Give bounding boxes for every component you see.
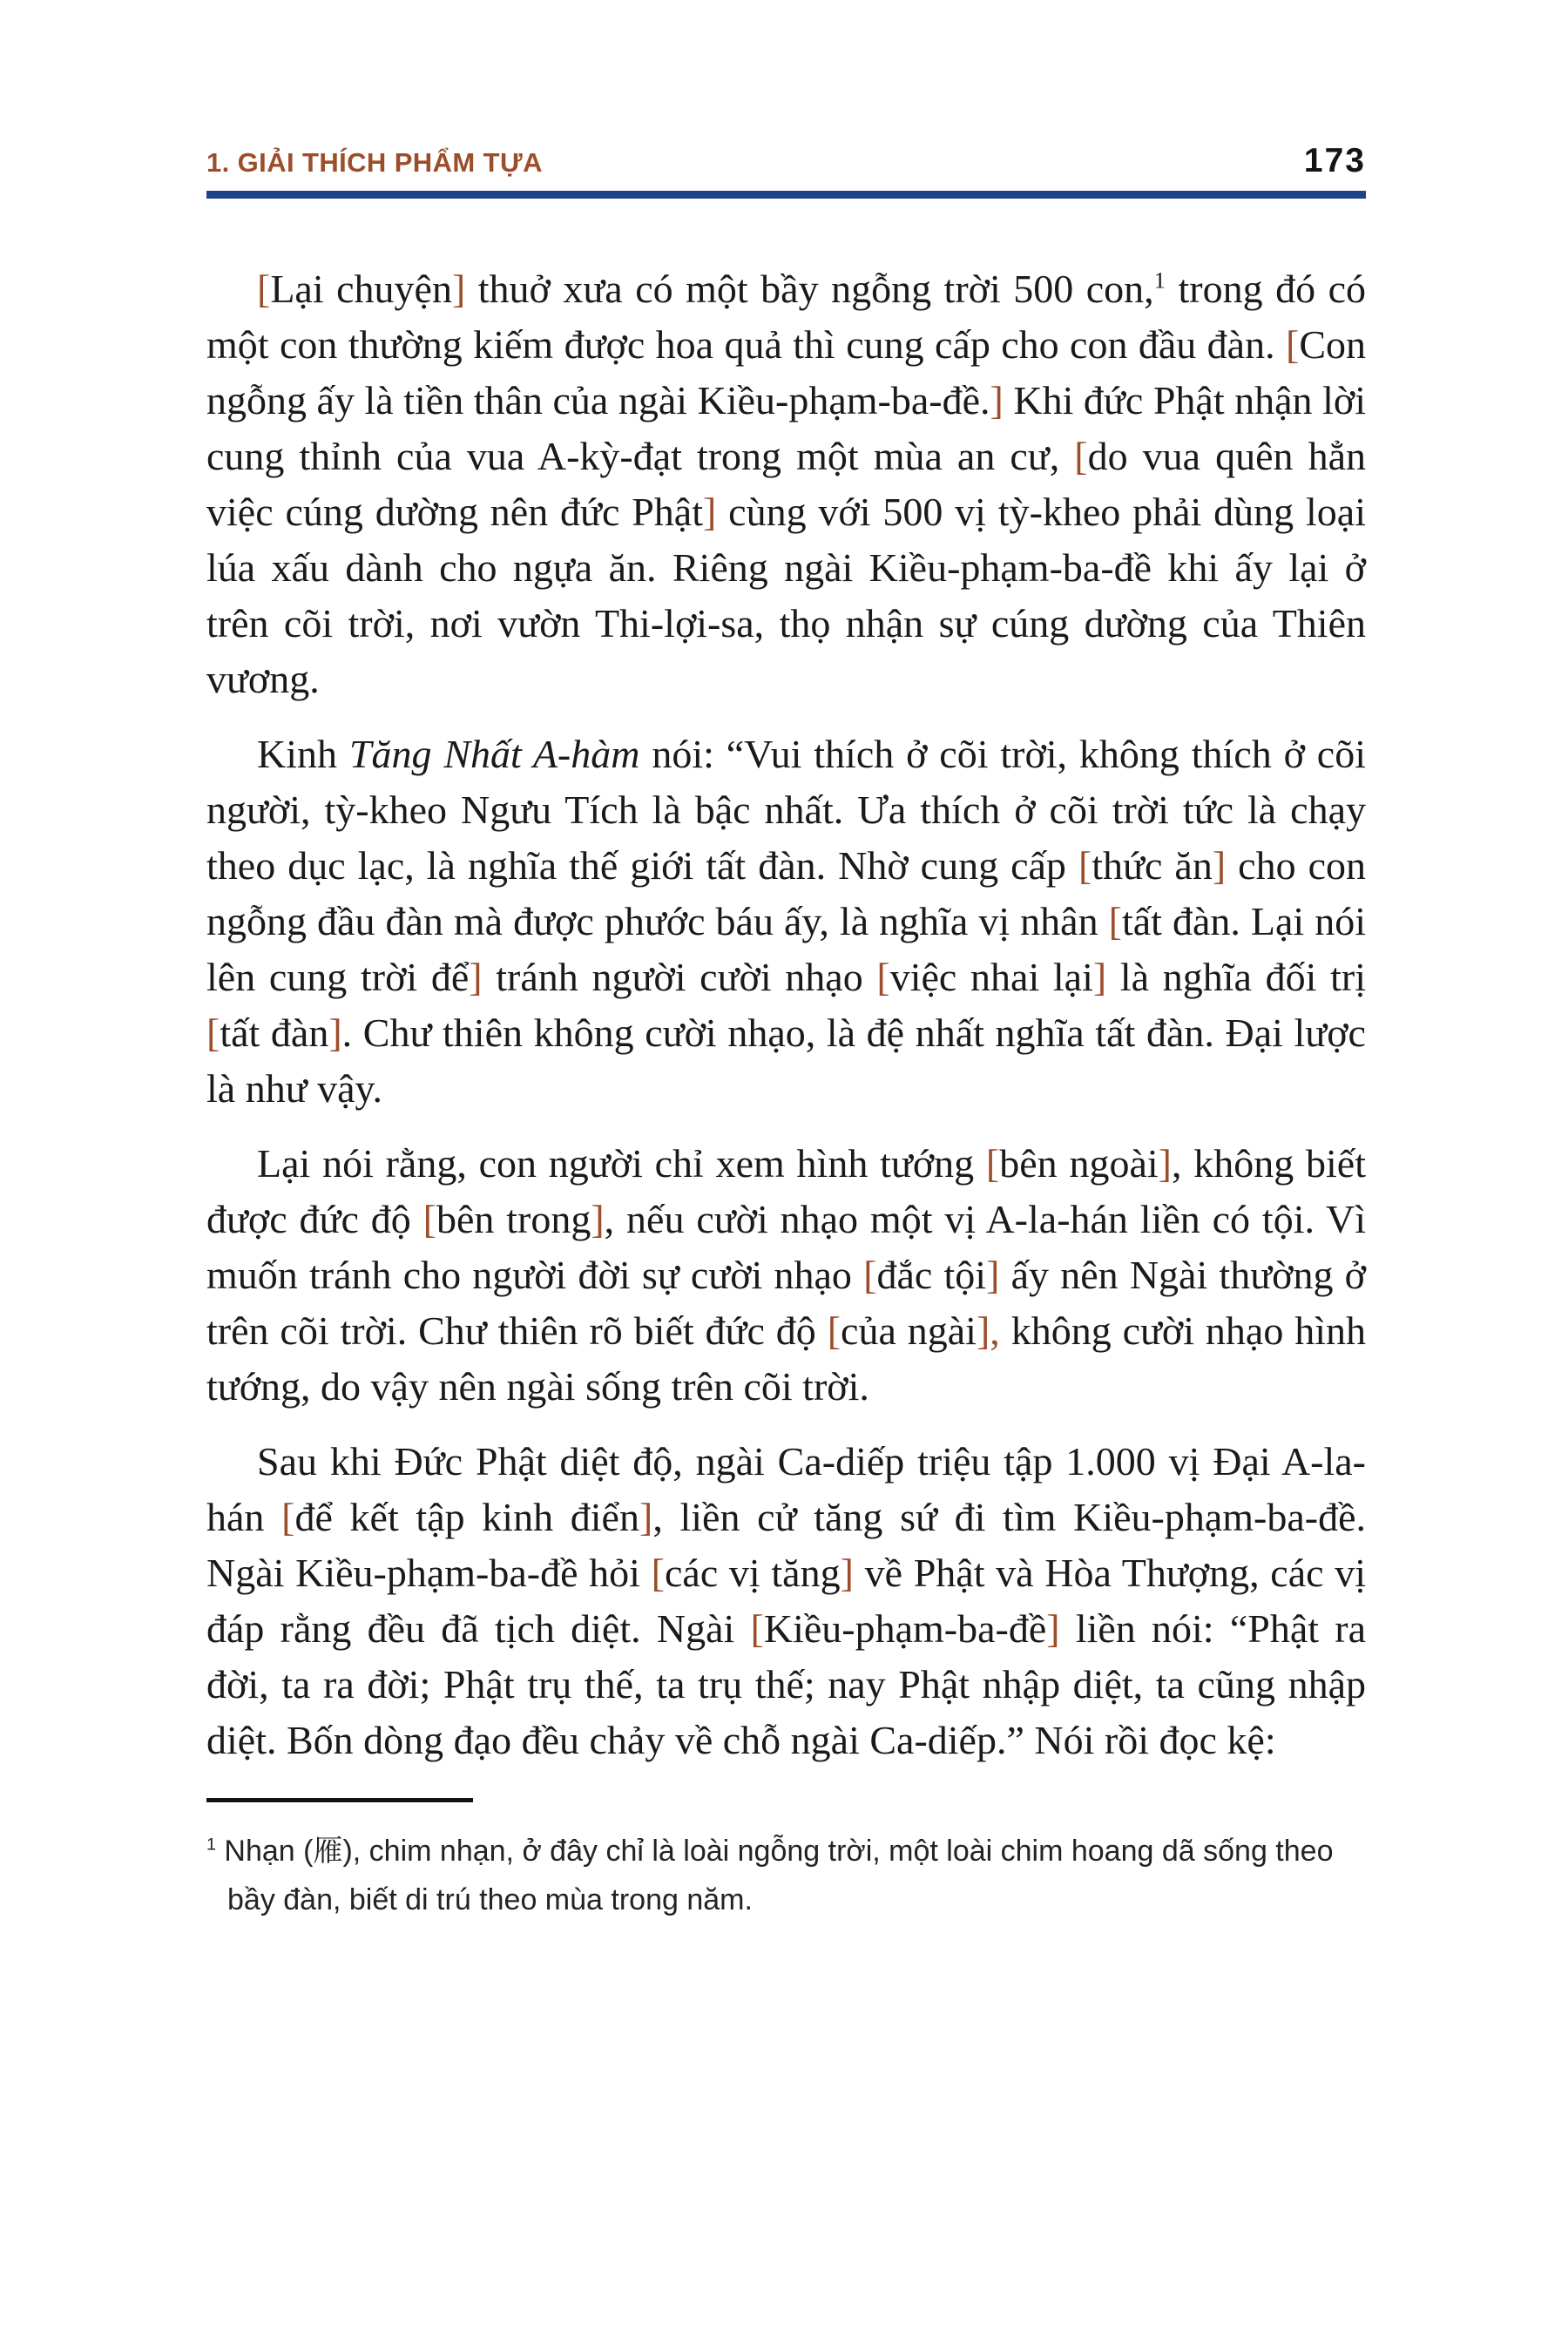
bracket-annotation: [ [422, 1197, 436, 1241]
bracket-annotation: [ [827, 1308, 841, 1353]
text-segment: Sau khi Đức Phật diệt độ, ngài Ca-diếp triệu tập 1.000 vị Đại A-la-hán [206, 1439, 1366, 1539]
text-segment: Nhạn (雁), chim nhạn, ở đây chỉ là loài ngỗng trời, một loài chim hoang dã sống theo bầy đàn, biết di trú theo mùa trong năm. [215, 1835, 1334, 1916]
body-text [206, 261, 1366, 1768]
text-segment: tất đàn [220, 1010, 329, 1055]
bracket-annotation: ] [1212, 843, 1227, 888]
text-segment: trong đó có một con thường kiếm được hoa quả thì cung cấp cho con đầu đàn. [206, 267, 1366, 367]
bracket-annotation: [ [1285, 322, 1300, 367]
bracket-annotation: ] [990, 378, 1004, 422]
header-rule [206, 191, 1366, 199]
bracket-annotation: [ [863, 1253, 877, 1297]
text-segment: của ngài [841, 1308, 977, 1353]
body-paragraph-3 [206, 1136, 1366, 1415]
text-segment: , không biết được đức độ [206, 1141, 1366, 1241]
bracket-annotation: [ [1078, 843, 1092, 888]
bracket-annotation: [ [1074, 434, 1088, 478]
text-segment: thức ăn [1092, 843, 1213, 888]
text-segment: Kiều-phạm-ba-đề [763, 1606, 1047, 1651]
text-segment: Lại nói rằng, con người chỉ xem hình tướng [257, 1141, 986, 1186]
text-segment: Tăng Nhất A-hàm [348, 732, 640, 776]
text-segment: do vua quên hẳn việc cúng dường nên đức Phật [206, 434, 1366, 534]
text-segment: liền nói: “Phật ra đời, ta ra đời; Phật trụ thế, ta trụ thế; nay Phật nhập diệt, ta cũng nhập diệt. Bốn dòng đạo đều chảy về chỗ ngài Ca-diếp.” Nói rồi đọc kệ: [206, 1606, 1366, 1762]
page-header [206, 142, 1366, 180]
text-segment: 1 [1153, 267, 1166, 294]
text-segment: Kinh [257, 732, 349, 776]
bracket-annotation: ] [1158, 1141, 1172, 1186]
text-segment: bên trong [436, 1197, 591, 1241]
text-segment: Con ngỗng ấy là tiền thân của ngài Kiều-phạm-ba-đề. [206, 322, 1366, 422]
bracket-annotation: ] [469, 955, 483, 999]
bracket-annotation: [ [750, 1606, 764, 1651]
text-segment: Khi đức Phật nhận lời cung thỉnh của vua A-kỳ-đạt trong một mùa an cư, [206, 378, 1366, 478]
bracket-annotation: ] [591, 1197, 605, 1241]
bracket-annotation: ] [328, 1010, 342, 1055]
text-segment: thuở xưa có một bầy ngỗng trời 500 con, [465, 267, 1154, 311]
text-segment: không cười nhạo hình tướng, do vậy nên ngài sống trên cõi trời. [206, 1308, 1367, 1409]
text-segment: tránh người cười nhạo [482, 955, 877, 999]
text-segment: cùng với 500 vị tỳ-kheo phải dùng loại lúa xấu dành cho ngựa ăn. Riêng ngài Kiều-phạm-ba-đề khi ấy lại ở trên cõi trời, nơi vườn Thi-lợi-sa, thọ nhận sự cúng dường của Thiên vương. [206, 490, 1366, 701]
text-segment: việc nhai lại [889, 955, 1093, 999]
body-paragraph-4 [206, 1434, 1366, 1768]
bracket-annotation: [ [206, 1010, 220, 1055]
bracket-annotation: ] [703, 490, 717, 534]
text-segment: các vị tăng [664, 1551, 841, 1595]
text-segment: để kết tập kinh điển [294, 1495, 639, 1539]
bracket-annotation: ] [840, 1551, 854, 1595]
text-segment: cho con ngỗng đầu đàn mà được phước báu ấy, là nghĩa vị nhân [206, 843, 1366, 943]
text-segment: nói: “Vui thích ở cõi trời, không thích ở cõi người, tỳ-kheo Ngưu Tích là bậc nhất. Ưa thích ở cõi trời tức là chạy theo dục lạc, là nghĩa thế giới tất đàn. Nhờ cung cấp [206, 732, 1367, 888]
bracket-annotation: [ [257, 267, 271, 311]
body-paragraph-2 [206, 727, 1366, 1117]
text-segment: ấy nên Ngài thường ở trên cõi trời. Chư thiên rõ biết đức độ [206, 1253, 1366, 1353]
text-segment: . Chư thiên không cười nhạo, là đệ nhất nghĩa tất đàn. Đại lược là như vậy. [206, 1010, 1366, 1111]
body-paragraph-1 [206, 261, 1366, 707]
bracket-annotation: ] [1092, 955, 1107, 999]
footnote-separator [206, 1798, 473, 1802]
text-segment: về Phật và Hòa Thượng, các vị đáp rằng đều đã tịch diệt. Ngài [206, 1551, 1366, 1651]
bracket-annotation: ] [986, 1253, 1000, 1297]
text-segment: đắc tội [876, 1253, 987, 1297]
bracket-annotation: ], [976, 1308, 1000, 1353]
bracket-annotation: ] [451, 267, 466, 311]
bracket-annotation: [ [1108, 899, 1122, 943]
bracket-annotation: [ [985, 1141, 1000, 1186]
text-segment: tất đàn. Lại nói lên cung trời để [206, 899, 1366, 999]
text-segment: 1 [206, 1835, 216, 1855]
running-header-title: 1. GIẢI THÍCH PHẨM TỰA [206, 147, 543, 178]
bracket-annotation: ] [639, 1495, 653, 1539]
text-segment: , nếu cười nhạo một vị A-la-hán liền có tội. Vì muốn tránh cho người đời sự cười nhạo [206, 1197, 1367, 1297]
bracket-annotation: [ [281, 1495, 295, 1539]
bracket-annotation: [ [876, 955, 890, 999]
page-number: 173 [1303, 142, 1366, 179]
footnote [206, 1827, 1366, 1924]
bracket-annotation: ] [1046, 1606, 1060, 1651]
text-segment: , liền cử tăng sứ đi tìm Kiều-phạm-ba-đề. Ngài Kiều-phạm-ba-đề hỏi [206, 1495, 1366, 1595]
text-segment: là nghĩa đối trị [1106, 955, 1366, 999]
text-segment: Lại chuyện [270, 267, 452, 311]
text-segment: bên ngoài [999, 1141, 1159, 1186]
bracket-annotation: [ [651, 1551, 665, 1595]
